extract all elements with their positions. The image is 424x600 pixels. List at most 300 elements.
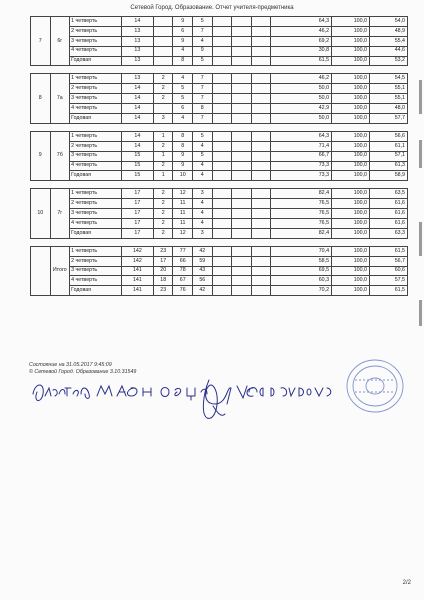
period-label: 4 четверть — [70, 46, 122, 56]
table-cell — [232, 189, 252, 199]
table-cell: 100,0 — [332, 74, 370, 84]
table-cell — [212, 94, 232, 104]
period-label: 4 четверть — [70, 276, 122, 286]
table-cell — [153, 17, 173, 27]
table-row — [31, 26, 408, 36]
table-cell: 1 — [153, 171, 173, 181]
table-cell: 100,0 — [332, 26, 370, 36]
table-cell: 17 — [153, 256, 173, 266]
table-cell — [212, 131, 232, 141]
table-row — [31, 219, 408, 229]
period-label: 3 четверть — [70, 266, 122, 276]
table-cell: 3 — [153, 114, 173, 124]
table-cell: 71,4 — [271, 141, 332, 151]
table-cell: 77 — [173, 246, 193, 256]
table-cell — [232, 161, 252, 171]
table-cell: 2 — [153, 74, 173, 84]
period-label: 4 четверть — [70, 161, 122, 171]
period-label: 4 четверть — [70, 104, 122, 114]
table-cell: 5 — [193, 56, 213, 66]
table-cell: 7 — [193, 26, 213, 36]
table-cell: 54,0 — [369, 17, 407, 27]
table-cell — [232, 276, 252, 286]
table-cell — [251, 114, 271, 124]
row-number: 7 — [31, 17, 51, 66]
table-cell: 61,6 — [369, 219, 407, 229]
table-cell: 7 — [193, 114, 213, 124]
table-cell — [251, 141, 271, 151]
table-cell: 10 — [173, 171, 193, 181]
table-cell: 54,5 — [369, 74, 407, 84]
table-cell — [232, 17, 252, 27]
table-cell — [232, 266, 252, 276]
table-cell — [251, 46, 271, 56]
table-cell: 11 — [173, 219, 193, 229]
table-row — [31, 17, 408, 27]
table-cell — [251, 199, 271, 209]
table-cell — [212, 199, 232, 209]
table-cell: 70,4 — [271, 246, 332, 256]
table-cell: 61,5 — [369, 286, 407, 296]
table-row — [31, 46, 408, 56]
table-cell: 13 — [121, 36, 153, 46]
table-cell: 9 — [193, 46, 213, 56]
table-cell: 61,6 — [369, 199, 407, 209]
class-name: Итого — [50, 246, 70, 295]
table-cell: 2 — [153, 219, 173, 229]
table-cell: 53,2 — [369, 56, 407, 66]
table-cell: 6 — [173, 104, 193, 114]
table-cell — [212, 151, 232, 161]
table-cell: 61,5 — [369, 246, 407, 256]
table-cell: 14 — [121, 114, 153, 124]
table-cell: 4 — [193, 36, 213, 46]
table-row — [31, 131, 408, 141]
table-cell: 44,6 — [369, 46, 407, 56]
table-cell: 8 — [193, 104, 213, 114]
table-cell — [232, 84, 252, 94]
period-label: Годовая — [70, 228, 122, 238]
period-label: 3 четверть — [70, 151, 122, 161]
table-cell: 100,0 — [332, 171, 370, 181]
group-separator — [31, 238, 408, 246]
table-cell: 61,3 — [369, 161, 407, 171]
table-cell: 50,0 — [271, 94, 332, 104]
table-cell: 18 — [153, 276, 173, 286]
class-name: 7б — [50, 131, 70, 180]
table-cell: 17 — [121, 209, 153, 219]
table-cell — [232, 36, 252, 46]
table-cell — [212, 266, 232, 276]
class-name: 6г — [50, 17, 70, 66]
table-cell: 14 — [121, 141, 153, 151]
class-name: 7г — [50, 189, 70, 238]
report-timestamp: Состояние на 31.05.2017 9:45:09 — [29, 362, 112, 368]
official-stamp — [345, 358, 405, 414]
table-row — [31, 228, 408, 238]
period-label: 2 четверть — [70, 26, 122, 36]
table-row — [31, 209, 408, 219]
table-cell — [232, 46, 252, 56]
row-number: 9 — [31, 131, 51, 180]
table-cell — [232, 199, 252, 209]
table-cell: 8 — [173, 141, 193, 151]
table-cell: 100,0 — [332, 256, 370, 266]
table-cell: 63,3 — [369, 228, 407, 238]
table-cell — [251, 17, 271, 27]
table-cell — [153, 104, 173, 114]
table-cell: 13 — [121, 46, 153, 56]
table-cell — [212, 26, 232, 36]
table-cell: 5 — [193, 151, 213, 161]
table-cell: 48,0 — [369, 104, 407, 114]
period-label: 1 четверть — [70, 74, 122, 84]
table-cell: 73,3 — [271, 171, 332, 181]
table-cell — [212, 46, 232, 56]
table-cell — [153, 26, 173, 36]
table-cell: 5 — [173, 84, 193, 94]
table-cell — [251, 56, 271, 66]
table-cell — [212, 219, 232, 229]
table-cell: 5 — [193, 131, 213, 141]
table-cell — [232, 171, 252, 181]
table-cell: 66 — [173, 256, 193, 266]
table-cell — [232, 131, 252, 141]
group-separator — [31, 66, 408, 74]
table-cell: 61,6 — [369, 209, 407, 219]
table-cell: 64,3 — [271, 131, 332, 141]
period-label: 1 четверть — [70, 131, 122, 141]
table-cell: 13 — [121, 56, 153, 66]
table-row — [31, 161, 408, 171]
table-cell — [232, 209, 252, 219]
table-cell: 100,0 — [332, 219, 370, 229]
table-cell: 30,8 — [271, 46, 332, 56]
table-cell: 56,7 — [369, 256, 407, 266]
table-cell: 142 — [121, 256, 153, 266]
table-cell: 46,2 — [271, 26, 332, 36]
table-cell: 141 — [121, 276, 153, 286]
table-cell: 100,0 — [332, 84, 370, 94]
table-cell: 9 — [173, 151, 193, 161]
table-cell — [251, 266, 271, 276]
table-cell: 9 — [173, 36, 193, 46]
table-cell: 66,7 — [271, 151, 332, 161]
table-cell: 64,3 — [271, 17, 332, 27]
table-cell: 14 — [121, 131, 153, 141]
period-label: Годовая — [70, 56, 122, 66]
table-cell — [232, 219, 252, 229]
table-cell: 11 — [173, 209, 193, 219]
table-cell: 42 — [193, 246, 213, 256]
table-cell: 76 — [173, 286, 193, 296]
table-cell — [232, 104, 252, 114]
table-cell — [153, 36, 173, 46]
table-cell: 100,0 — [332, 94, 370, 104]
table-cell: 7 — [193, 94, 213, 104]
table-cell — [212, 276, 232, 286]
table-cell: 3 — [193, 189, 213, 199]
table-cell: 1 — [153, 151, 173, 161]
table-cell: 100,0 — [332, 114, 370, 124]
table-row — [31, 56, 408, 66]
table-cell: 2 — [153, 94, 173, 104]
table-cell — [251, 256, 271, 266]
table-cell — [251, 209, 271, 219]
grades-table — [30, 16, 408, 296]
table-cell: 15 — [121, 151, 153, 161]
table-cell — [232, 56, 252, 66]
table-cell: 61,1 — [369, 141, 407, 151]
class-name: 7а — [50, 74, 70, 123]
scan-edge-mark — [419, 140, 422, 168]
table-cell: 141 — [121, 266, 153, 276]
table-cell: 14 — [121, 104, 153, 114]
table-cell — [153, 46, 173, 56]
table-cell — [251, 104, 271, 114]
table-cell — [251, 161, 271, 171]
scan-edge-mark — [419, 80, 422, 114]
table-cell: 17 — [121, 199, 153, 209]
table-cell: 100,0 — [332, 246, 370, 256]
table-cell: 2 — [153, 228, 173, 238]
table-cell — [251, 228, 271, 238]
table-cell: 4 — [193, 141, 213, 151]
table-row — [31, 84, 408, 94]
table-cell: 20 — [153, 266, 173, 276]
table-cell — [212, 209, 232, 219]
table-cell: 100,0 — [332, 141, 370, 151]
table-cell: 6 — [173, 26, 193, 36]
table-cell: 76,5 — [271, 209, 332, 219]
table-cell: 63,5 — [369, 189, 407, 199]
table-cell — [251, 84, 271, 94]
table-cell: 100,0 — [332, 56, 370, 66]
period-label: 2 четверть — [70, 141, 122, 151]
table-cell: 100,0 — [332, 199, 370, 209]
table-cell — [251, 171, 271, 181]
table-cell: 17 — [121, 219, 153, 229]
table-cell — [212, 286, 232, 296]
table-cell: 14 — [121, 94, 153, 104]
table-cell: 100,0 — [332, 266, 370, 276]
table-cell: 5 — [173, 94, 193, 104]
table-row — [31, 199, 408, 209]
table-cell — [153, 56, 173, 66]
table-row — [31, 266, 408, 276]
table-row — [31, 151, 408, 161]
table-cell: 82,4 — [271, 189, 332, 199]
table-cell — [212, 189, 232, 199]
table-cell: 100,0 — [332, 228, 370, 238]
table-cell: 17 — [121, 189, 153, 199]
table-cell — [232, 94, 252, 104]
table-row — [31, 171, 408, 181]
table-cell — [212, 161, 232, 171]
table-cell: 100,0 — [332, 276, 370, 286]
scan-edge-mark — [419, 300, 422, 326]
table-cell — [212, 141, 232, 151]
table-cell — [251, 151, 271, 161]
table-row — [31, 256, 408, 266]
table-cell — [212, 84, 232, 94]
table-cell: 2 — [153, 189, 173, 199]
table-cell: 58,9 — [369, 171, 407, 181]
table-cell — [251, 246, 271, 256]
table-cell — [212, 74, 232, 84]
table-cell: 15 — [121, 161, 153, 171]
table-cell: 4 — [173, 114, 193, 124]
period-label: 2 четверть — [70, 84, 122, 94]
table-cell: 55,1 — [369, 84, 407, 94]
table-cell — [212, 56, 232, 66]
table-cell — [251, 74, 271, 84]
table-row — [31, 94, 408, 104]
table-cell: 8 — [173, 131, 193, 141]
table-cell: 2 — [153, 161, 173, 171]
period-label: 2 четверть — [70, 256, 122, 266]
table-cell: 2 — [153, 199, 173, 209]
table-cell: 100,0 — [332, 17, 370, 27]
table-cell: 14 — [121, 84, 153, 94]
table-cell — [251, 131, 271, 141]
table-cell: 55,1 — [369, 94, 407, 104]
table-cell: 76,5 — [271, 219, 332, 229]
table-cell: 4 — [173, 46, 193, 56]
table-cell: 4 — [193, 161, 213, 171]
table-cell: 50,0 — [271, 84, 332, 94]
group-separator — [31, 123, 408, 131]
table-cell: 69,5 — [271, 266, 332, 276]
period-label: 1 четверть — [70, 17, 122, 27]
table-cell — [251, 219, 271, 229]
row-number: 8 — [31, 74, 51, 123]
table-cell: 23 — [153, 286, 173, 296]
table-cell: 9 — [173, 161, 193, 171]
table-cell — [232, 114, 252, 124]
table-cell: 100,0 — [332, 46, 370, 56]
table-cell: 4 — [193, 171, 213, 181]
table-cell — [232, 26, 252, 36]
software-version: © Сетевой Город. Образование 3.10.31549 — [29, 369, 137, 375]
table-cell: 59 — [193, 256, 213, 266]
table-cell — [212, 104, 232, 114]
table-row — [31, 246, 408, 256]
table-cell — [251, 26, 271, 36]
table-cell: 42 — [193, 286, 213, 296]
period-label: 2 четверть — [70, 199, 122, 209]
table-cell: 58,5 — [271, 256, 332, 266]
table-cell: 70,2 — [271, 286, 332, 296]
period-label: Годовая — [70, 171, 122, 181]
period-label: Годовая — [70, 286, 122, 296]
table-cell: 100,0 — [332, 131, 370, 141]
table-cell: 42,9 — [271, 104, 332, 114]
table-cell: 60,3 — [271, 276, 332, 286]
page-number: 2/2 — [402, 580, 411, 586]
table-cell: 23 — [153, 246, 173, 256]
table-cell: 4 — [193, 199, 213, 209]
table-cell: 67 — [173, 276, 193, 286]
table-cell: 50,0 — [271, 114, 332, 124]
table-cell — [232, 246, 252, 256]
table-cell: 12 — [173, 189, 193, 199]
table-cell: 48,9 — [369, 26, 407, 36]
table-cell — [232, 228, 252, 238]
table-row — [31, 286, 408, 296]
table-cell: 8 — [173, 56, 193, 66]
table-cell — [232, 286, 252, 296]
table-cell — [251, 286, 271, 296]
period-label: 4 четверть — [70, 219, 122, 229]
table-cell — [212, 256, 232, 266]
table-cell — [212, 114, 232, 124]
table-cell — [232, 151, 252, 161]
table-cell: 43 — [193, 266, 213, 276]
table-cell — [212, 36, 232, 46]
table-row — [31, 276, 408, 286]
table-cell — [212, 171, 232, 181]
director-signature — [31, 374, 351, 432]
table-cell: 17 — [121, 228, 153, 238]
table-cell — [251, 94, 271, 104]
table-cell: 3 — [193, 228, 213, 238]
table-row — [31, 104, 408, 114]
table-cell: 78 — [173, 266, 193, 276]
table-cell: 56,6 — [369, 131, 407, 141]
table-cell — [232, 141, 252, 151]
table-cell: 55,4 — [369, 36, 407, 46]
table-cell: 12 — [173, 228, 193, 238]
table-cell — [212, 228, 232, 238]
period-label: 3 четверть — [70, 209, 122, 219]
table-cell: 14 — [121, 17, 153, 27]
table-cell: 7 — [193, 74, 213, 84]
table-cell — [232, 256, 252, 266]
table-cell: 100,0 — [332, 151, 370, 161]
table-row — [31, 189, 408, 199]
group-separator — [31, 181, 408, 189]
table-cell: 141 — [121, 286, 153, 296]
table-cell: 69,2 — [271, 36, 332, 46]
table-cell: 100,0 — [332, 286, 370, 296]
table-cell: 73,3 — [271, 161, 332, 171]
table-cell — [212, 17, 232, 27]
table-cell: 11 — [173, 199, 193, 209]
table-cell: 7 — [193, 84, 213, 94]
row-number — [31, 246, 51, 295]
table-cell: 5 — [193, 17, 213, 27]
table-cell: 76,5 — [271, 199, 332, 209]
period-label: 1 четверть — [70, 189, 122, 199]
table-cell: 4 — [193, 219, 213, 229]
period-label: 3 четверть — [70, 94, 122, 104]
table-cell: 60,6 — [369, 266, 407, 276]
table-cell — [251, 276, 271, 286]
table-cell: 100,0 — [332, 189, 370, 199]
row-number: 10 — [31, 189, 51, 238]
table-cell: 142 — [121, 246, 153, 256]
table-cell — [212, 246, 232, 256]
table-cell — [232, 74, 252, 84]
table-cell: 4 — [173, 74, 193, 84]
table-row — [31, 141, 408, 151]
page-header: Сетевой Город. Образование. Отчет учителя-предметника — [130, 5, 294, 11]
table-cell: 2 — [153, 209, 173, 219]
table-row — [31, 74, 408, 84]
table-cell: 100,0 — [332, 161, 370, 171]
table-cell: 100,0 — [332, 104, 370, 114]
